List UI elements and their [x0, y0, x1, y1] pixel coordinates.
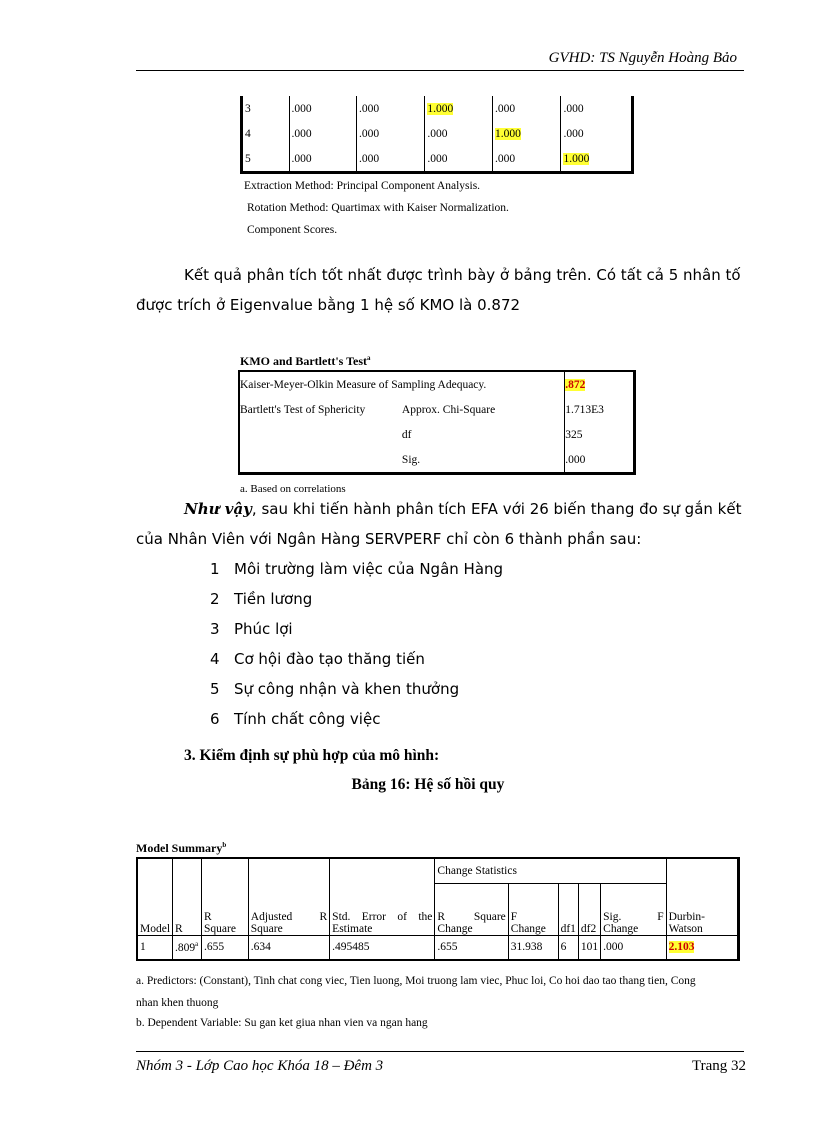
list-item: 2 Tiền lương	[210, 590, 313, 608]
footer-rule	[136, 1051, 744, 1052]
model-summary-title: Model Summary$^b$	[136, 841, 227, 855]
paragraph-line: Kết quả phân tích tốt nhất được trình bày ở bảng trên. Có tất cả 5 nhân tố	[184, 266, 741, 284]
table-row: 4 .000 .000 .000 1.000 .000	[242, 121, 633, 146]
change-statistics-header: Change Statistics	[435, 858, 666, 883]
kmo-table-title: KMO and Bartlett's Test$^a$	[240, 354, 371, 368]
highlighted-cell: 1.000	[563, 152, 590, 165]
page-number: Trang 32	[691, 1058, 746, 1074]
list-item: 6 Tính chất công việc	[210, 710, 381, 728]
table-row: Bartlett's Test of Sphericity Approx. Chi-Square 1.713E3	[239, 397, 635, 422]
table-note-extraction: Extraction Method: Principal Component Analysis.	[244, 180, 481, 192]
kmo-value: .872	[565, 378, 586, 391]
table-note-rotation: Rotation Method: Quartimax with Kaiser Normalization.	[247, 202, 509, 214]
model-summary-table	[136, 857, 740, 961]
table-header-row: Model R R Square Adjusted R Square Std. Error of the Estimate Change Statistics Durbin- Watson	[137, 858, 739, 883]
header-rule	[136, 70, 744, 71]
paragraph-line: của Nhân Viên với Ngân Hàng SERVPERF chỉ còn 6 thành phần sau:	[136, 530, 642, 548]
table-row: Kaiser-Meyer-Olkin Measure of Sampling Adequacy. .872	[239, 371, 635, 397]
component-score-table	[240, 96, 634, 174]
table-note-scores: Component Scores.	[247, 224, 338, 236]
paragraph-line: Như vậy, sau khi tiến hành phân tích EFA với 26 biến thang đo sự gắn kết	[184, 500, 742, 518]
highlighted-cell: 1.000	[427, 102, 454, 115]
kmo-footnote: a. Based on correlations	[240, 483, 346, 495]
highlighted-cell: 1.000	[494, 127, 521, 140]
list-item: 5 Sự công nhận và khen thưởng	[210, 680, 460, 698]
table-row: 1 .809$^a$ .655 .634 .495485 .655 31.938 6 101 .000 2.103	[137, 935, 739, 960]
list-item: 1 Môi trường làm việc của Ngân Hàng	[210, 560, 504, 578]
durbin-watson-value: 2.103	[668, 941, 695, 954]
list-item: 3 Phúc lợi	[210, 620, 293, 638]
footer-left: Nhóm 3 - Lớp Cao học Khóa 18 – Đêm 3	[136, 1058, 384, 1074]
model-note-a: a. Predictors: (Constant), Tinh chat cong viec, Tien luong, Moi truong lam viec, Phuc loi, Co hoi dao tao thang tien, Cong nhan khen thuong	[136, 975, 696, 1009]
paragraph-line: được trích ở Eigenvalue bằng 1 hệ số KMO là 0.872	[136, 296, 521, 314]
page-header: GVHD: TS Nguyễn Hoàng Bảo	[548, 50, 737, 66]
table-row: df 325	[239, 422, 635, 447]
table-header-row: R Square Change F Change df1 df2 Sig. F Change	[137, 883, 739, 935]
table-caption: Bảng 16: Hệ số hồi quy	[351, 776, 505, 793]
table-row: 5 .000 .000 .000 .000 1.000	[242, 146, 633, 173]
table-row: Sig. .000	[239, 447, 635, 474]
table-row: 3 .000 .000 1.000 .000 .000	[242, 96, 633, 121]
model-note-b: b. Dependent Variable: Su gan ket giua nhan vien va ngan hang	[136, 1017, 428, 1029]
section-heading: 3. Kiểm định sự phù hợp của mô hình:	[184, 747, 440, 764]
kmo-bartlett-table	[238, 370, 636, 475]
list-item: 4 Cơ hội đào tạo thăng tiến	[210, 650, 425, 668]
